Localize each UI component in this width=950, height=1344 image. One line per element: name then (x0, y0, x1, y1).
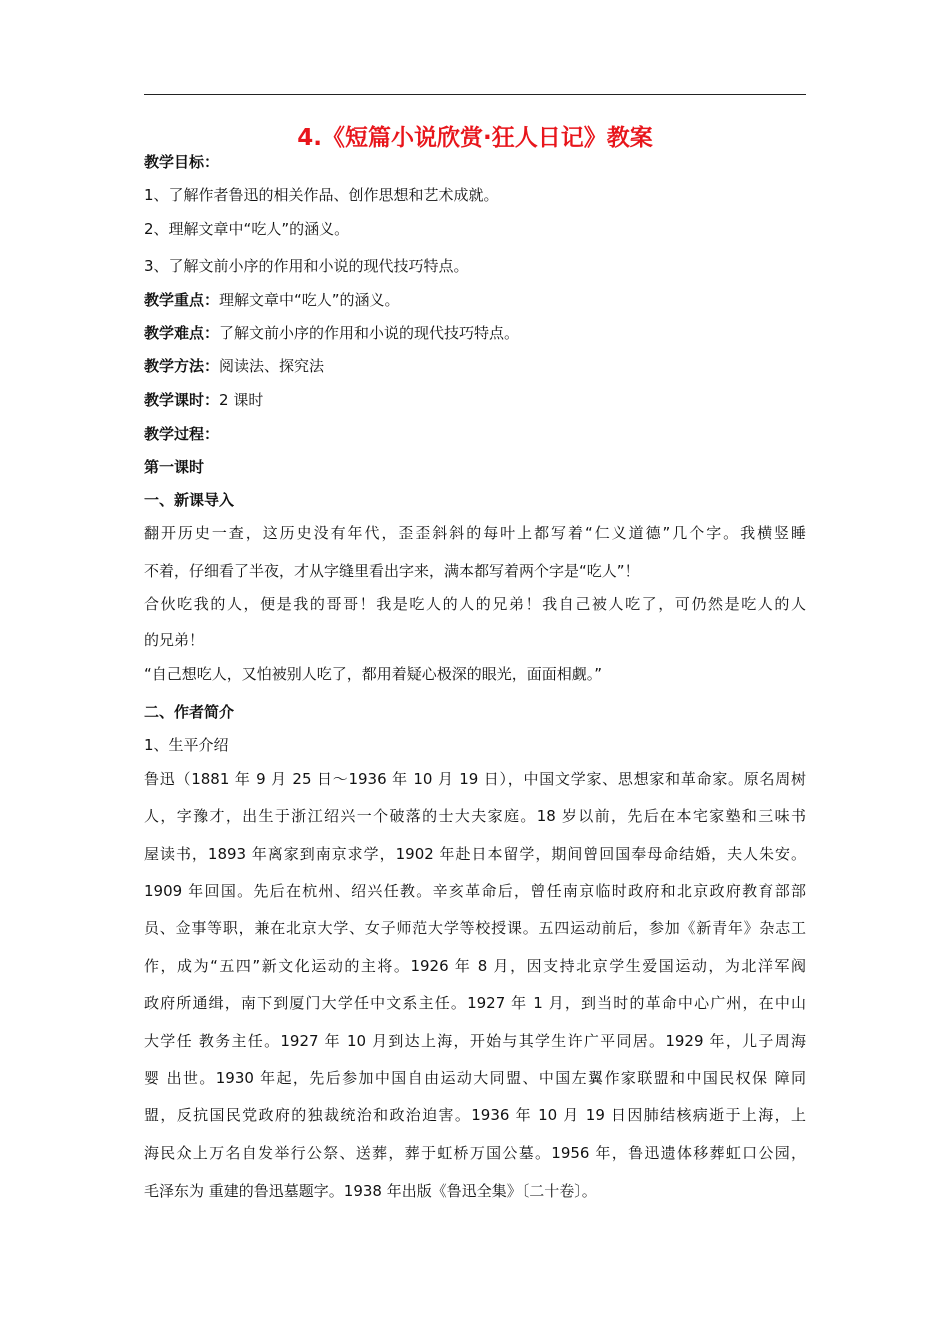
goal-item: 2、理解文章中“吃人”的涵义。 (144, 220, 350, 238)
lesson1-heading: 第一课时 (144, 458, 205, 476)
key-point (144, 290, 400, 310)
paragraph-line: 的兄弟！ (144, 631, 205, 649)
paragraph-line: 不着，仔细看了半夜，才从字缝里看出字来，满本都写着两个字是“吃人”！ (144, 562, 640, 580)
paragraph-line: 作，成为“五四”新文化运动的主将。1926 年 8 月，因支持北京学生爱国运动，为北洋军阀 (144, 957, 806, 975)
paragraph-line: 毛泽东为 重建的鲁迅墓题字。1938 年出版《鲁迅全集》〔二十卷〕。 (144, 1182, 597, 1200)
header-rule (144, 94, 806, 95)
paragraph-line: “自己想吃人，又怕被别人吃了，都用着疑心极深的眼光，面面相觑。” (144, 665, 603, 683)
paragraph-line: 婴 出世。1930 年起，先后参加中国自由运动大同盟、中国左翼作家联盟和中国民权保 障同 (144, 1069, 806, 1087)
paragraph-line: 盟，反抗国民党政府的独裁统治和政治迫害。1936 年 10 月 19 日因肺结核病逝于上海，上 (144, 1106, 806, 1124)
document-title: 4.《短篇小说欣赏·狂人日记》教案 (297, 125, 653, 151)
paragraph-line: 员、佥事等职，兼在北京大学、女子师范大学等校授课。五四运动前后，参加《新青年》杂志工 (144, 919, 806, 937)
goal-item: 3、了解文前小序的作用和小说的现代技巧特点。 (144, 257, 469, 275)
method-label: 教学方法： (144, 357, 220, 375)
paragraph-line: 屋读书，1893 年离家到南京求学，1902 年赴日本留学，期间曾回国奉母命结婚，夫人朱安。 (144, 845, 806, 863)
hours-text: 2 课时 (219, 391, 264, 409)
paragraph-line: 合伙吃我的人，便是我的哥哥！我是吃人的人的兄弟！我自己被人吃了，可仍然是吃人的人 (144, 595, 806, 613)
key-point-text: 理解文章中“吃人”的涵义。 (219, 291, 400, 309)
paragraph-line: 1909 年回国。先后在杭州、绍兴任教。辛亥革命后，曾任南京临时政府和北京政府教育部部 (144, 882, 806, 900)
process-heading: 教学过程： (144, 425, 220, 443)
paragraph-line: 鲁迅（1881 年 9 月 25 日～1936 年 10 月 19 日），中国文学家、思想家和革命家。原名周树 (144, 770, 806, 788)
paragraph-line: 海民众上万名自发举行公祭、送葬，葬于虹桥万国公墓。1956 年，鲁迅遗体移葬虹口公园， (144, 1144, 806, 1162)
hours-label: 教学课时： (144, 391, 220, 409)
hours (144, 390, 263, 410)
section1-heading: 一、新课导入 (144, 491, 235, 509)
paragraph-line: 大学任 教务主任。1927 年 10 月到达上海，开始与其学生许广平同居。1929 年，儿子周海 (144, 1032, 806, 1050)
section2-subheading: 1、生平介绍 (144, 736, 229, 754)
difficulty (144, 323, 519, 343)
paragraph-line: 翻开历史一查，这历史没有年代，歪歪斜斜的每叶上都写着“仁义道德”几个字。我横竖睡 (144, 524, 806, 542)
difficulty-label: 教学难点： (144, 324, 220, 342)
method-text: 阅读法、探究法 (219, 357, 325, 375)
goals-heading: 教学目标： (144, 153, 220, 171)
paragraph-line: 政府所通缉，南下到厦门大学任中文系主任。1927 年 1 月，到当时的革命中心广州，在中山 (144, 994, 806, 1012)
difficulty-text: 了解文前小序的作用和小说的现代技巧特点。 (219, 324, 520, 342)
goal-item: 1、了解作者鲁迅的相关作品、创作思想和艺术成就。 (144, 186, 499, 204)
key-point-label: 教学重点： (144, 291, 220, 309)
section2-heading: 二、作者简介 (144, 703, 235, 721)
method (144, 356, 324, 376)
paragraph-line: 人，字豫才，出生于浙江绍兴一个破落的士大夫家庭。18 岁以前，先后在本宅家塾和三味书 (144, 807, 806, 825)
